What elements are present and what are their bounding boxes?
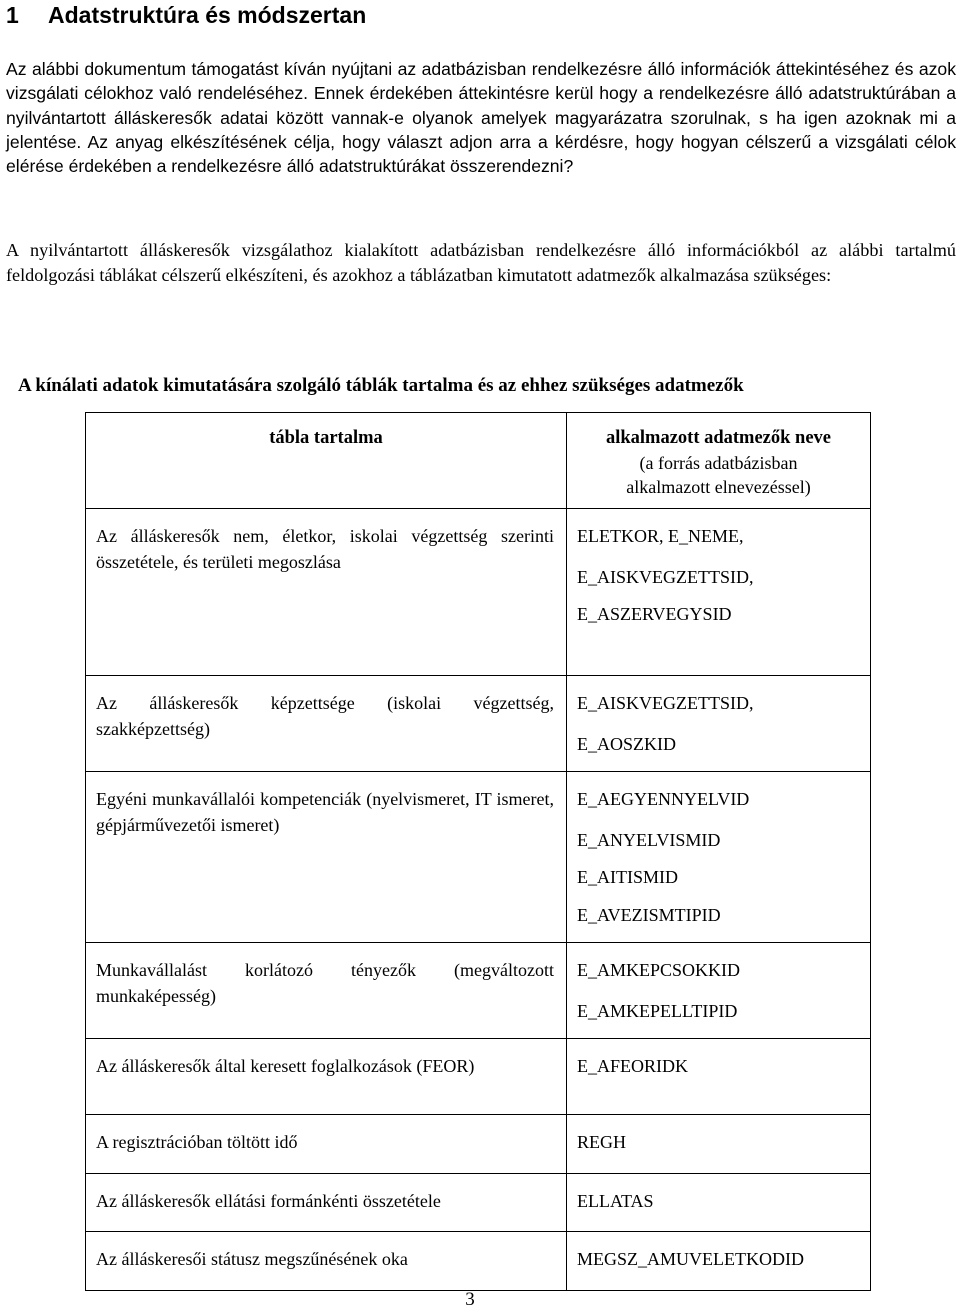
table-row xyxy=(86,676,871,772)
header-col2-title: alkalmazott adatmezők neve xyxy=(605,428,832,448)
header-cell-fields xyxy=(567,413,871,509)
field-name: E_AVEZISMTIPID xyxy=(577,904,721,925)
table-row xyxy=(86,1039,871,1115)
row-content: Munkavállalást korlátozó tényezők (megváltozott munkaképesség) xyxy=(86,943,567,1039)
intro-paragraph: Az alábbi dokumentum támogatást kíván nyújtani az adatbázisban rendelkezésre álló információk áttekintéséhez és azok vizsgálati célokhoz való rendeléséhez. Ennek érdekében áttekintésre kerül hogy a rendelkezésre álló adatstruktúrában a nyilvántartott álláskeresők adatai között vannak-e olyanok amelyek magyarázatra szorulnak, s ha igen azoknak mi a jelentése. Az anyag elkészítésének célja, hogy választ adjon arra a kérdésre, hogy hogyan célszerű a vizsgálati célok elérése érdekében a rendelkezésre álló adatstruktúrákat összerendezni? xyxy=(6,59,956,177)
row-fields xyxy=(567,676,871,772)
table-row xyxy=(86,943,871,1039)
row-content: A regisztrációban töltött idő xyxy=(86,1115,567,1174)
field-name: E_AITISMID xyxy=(577,867,678,887)
table-header-row xyxy=(86,413,871,509)
row-fields xyxy=(567,1039,871,1115)
field-name: E_AOSZKID xyxy=(577,733,676,754)
field-name: E_AEGYENNYELVID xyxy=(577,789,750,809)
method-paragraph: A nyilvántartott álláskeresők vizsgálathoz kialakított adatbázisban rendelkezésre álló információkból az alábbi tartalmú feldolgozási táblákat célszerű elkészíteni, és azokhoz a táblázatban kimutatott adatmezők alkalmazása szükséges: xyxy=(6,240,956,285)
row-content: Az álláskeresők képzettsége (iskolai végzettség, szakképzettség) xyxy=(86,676,567,772)
header-col2-sub2: alkalmazott elnevezéssel) xyxy=(626,477,811,497)
field-name: ELLATAS xyxy=(577,1190,654,1211)
field-name: E_ASZERVEGYSID xyxy=(577,604,732,624)
field-name: E_AFEORIDK xyxy=(577,1056,688,1076)
fields-table xyxy=(85,412,871,1291)
row-fields xyxy=(567,1173,871,1232)
field-name: E_ANYELVISMID xyxy=(577,829,721,850)
table-row xyxy=(86,509,871,676)
row-fields xyxy=(567,943,871,1039)
table-row xyxy=(86,1232,871,1291)
header-cell-content xyxy=(86,413,567,509)
row-content: Az álláskeresői státusz megszűnésének oka xyxy=(86,1232,567,1291)
field-name: REGH xyxy=(577,1132,626,1152)
row-fields xyxy=(567,1232,871,1291)
row-content: Az álláskeresők által keresett foglalkozások (FEOR) xyxy=(86,1039,567,1115)
row-content: Az álláskeresők ellátási formánkénti összetétele xyxy=(86,1173,567,1232)
table-row xyxy=(86,772,871,943)
field-name: E_AISKVEGZETTSID, xyxy=(577,566,754,587)
section-number: 1 xyxy=(6,2,19,28)
field-name: MEGSZ_AMUVELETKODID xyxy=(577,1249,804,1269)
page-number: 3 xyxy=(465,1289,475,1310)
field-name: E_AMKEPCSOKKID xyxy=(577,960,741,980)
header-col1-title: tábla tartalma xyxy=(269,428,383,448)
field-name: ELETKOR, E_NEME, xyxy=(577,526,744,546)
row-fields xyxy=(567,1115,871,1174)
row-fields xyxy=(567,509,871,676)
field-name: E_AISKVEGZETTSID, xyxy=(577,693,754,713)
section-title: Adatstruktúra és módszertan xyxy=(48,2,367,28)
table-row xyxy=(86,1115,871,1174)
row-fields xyxy=(567,772,871,943)
header-col2-sub1: (a forrás adatbázisban xyxy=(639,453,798,473)
section-heading xyxy=(6,0,366,30)
row-content: Az álláskeresők nem, életkor, iskolai végzettség szerinti összetétele, és területi megoszlása xyxy=(86,509,567,676)
table-heading: A kínálati adatok kimutatására szolgáló táblák tartalma és az ehhez szükséges adatmezők xyxy=(18,375,744,396)
table-row xyxy=(86,1173,871,1232)
field-name: E_AMKEPELLTIPID xyxy=(577,1000,738,1021)
row-content: Egyéni munkavállalói kompetenciák (nyelvismeret, IT ismeret, gépjárművezetői ismeret) xyxy=(86,772,567,943)
